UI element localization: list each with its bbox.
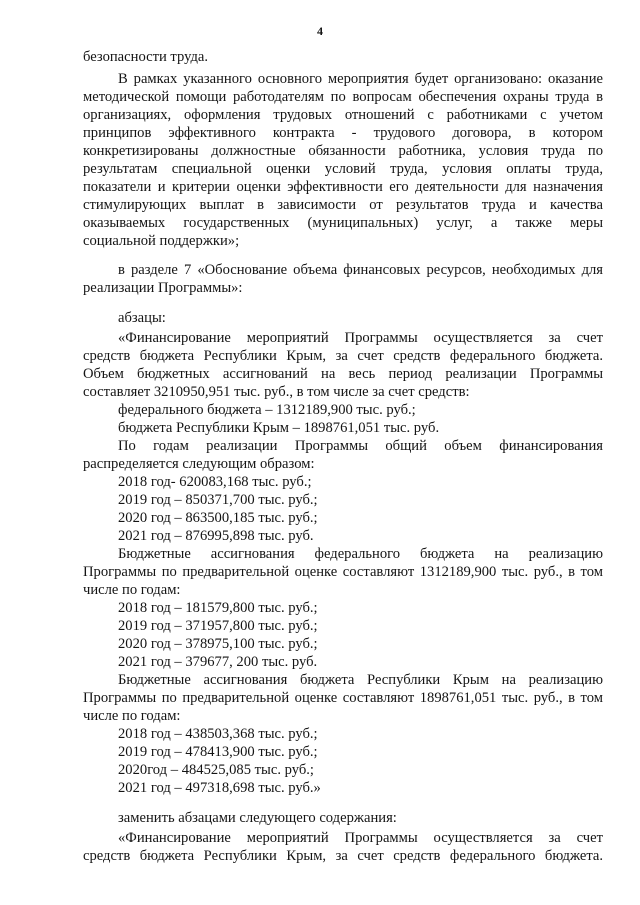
text-line: Объем бюджетных ассигнований на весь период реализации Программы	[83, 366, 603, 382]
text-line: средств бюджета Республики Крым, за счет средств федерального бюджета.	[83, 848, 603, 864]
text-line: 2020 год – 863500,185 тыс. руб.;	[118, 510, 318, 526]
text-line: В рамках указанного основного мероприятия будет организовано: оказание	[118, 71, 603, 87]
text-line: числе по годам:	[83, 582, 181, 598]
text-line: числе по годам:	[83, 708, 181, 724]
text-line: Бюджетные ассигнования бюджета Республики Крым на реализацию	[118, 672, 603, 688]
text-line: безопасности труда.	[83, 49, 209, 65]
text-line: «Финансирование мероприятий Программы осуществляется за счет	[118, 330, 603, 346]
text-line: принципов эффективного контракта - трудового договора, в котором	[83, 125, 603, 141]
text-line: 2020 год – 378975,100 тыс. руб.;	[118, 636, 318, 652]
page-number: 4	[317, 24, 323, 38]
text-line: конкретизированы должностные обязанности работника, условия труда по	[83, 143, 603, 159]
text-line: стимулирующих выплат в зависимости от результатов труда и качества	[83, 197, 603, 213]
text-line: федерального бюджета – 1312189,900 тыс. руб.;	[118, 402, 416, 418]
text-line: результатам специальной оценки условий труда, условия оплаты труда,	[83, 161, 603, 177]
text-line: оказываемых государственных (муниципальных) услуг, а также меры	[83, 215, 603, 231]
text-line: средств бюджета Республики Крым, за счет средств федерального бюджета.	[83, 348, 603, 364]
text-line: распределяется следующим образом:	[83, 456, 315, 472]
text-line: 2019 год – 850371,700 тыс. руб.;	[118, 492, 318, 508]
text-line: заменить абзацами следующего содержания:	[118, 810, 397, 826]
text-line: показатели и критерии оценки эффективности его деятельности для назначения	[83, 179, 603, 195]
text-line: Программы по предварительной оценке составляют 1898761,051 тыс. руб., в том	[83, 690, 603, 706]
text-line: составляет 3210950,951 тыс. руб., в том числе за счет средств:	[83, 384, 470, 400]
text-line: 2018 год – 438503,368 тыс. руб.;	[118, 726, 318, 742]
text-line: бюджета Республики Крым – 1898761,051 тыс. руб.	[118, 420, 440, 436]
text-line: 2019 год – 371957,800 тыс. руб.;	[118, 618, 318, 634]
text-line: Программы по предварительной оценке составляют 1312189,900 тыс. руб., в том	[83, 564, 603, 580]
text-line: 2020год – 484525,085 тыс. руб.;	[118, 762, 314, 778]
text-line: методической помощи работодателям по вопросам обеспечения охраны труда в	[83, 89, 603, 105]
text-line: абзацы:	[118, 310, 166, 326]
text-line: 2019 год – 478413,900 тыс. руб.;	[118, 744, 318, 760]
text-line: 2021 год – 876995,898 тыс. руб.	[118, 528, 314, 544]
text-line: 2021 год – 497318,698 тыс. руб.»	[118, 780, 321, 796]
text-line: 2018 год- 620083,168 тыс. руб.;	[118, 474, 312, 490]
text-line: 2018 год – 181579,800 тыс. руб.;	[118, 600, 318, 616]
text-line: организациях, оформления трудовых отношений с работниками с учетом	[83, 107, 603, 123]
text-line: «Финансирование мероприятий Программы осуществляется за счет	[118, 830, 603, 846]
text-line: в разделе 7 «Обоснование объема финансовых ресурсов, необходимых для	[118, 262, 603, 278]
text-line: Бюджетные ассигнования федерального бюджета на реализацию	[118, 546, 603, 562]
text-line: По годам реализации Программы общий объем финансирования	[118, 438, 603, 454]
text-line: социальной поддержки»;	[83, 233, 240, 249]
text-line: 2021 год – 379677, 200 тыс. руб.	[118, 654, 318, 670]
text-line: реализации Программы»:	[83, 280, 243, 296]
